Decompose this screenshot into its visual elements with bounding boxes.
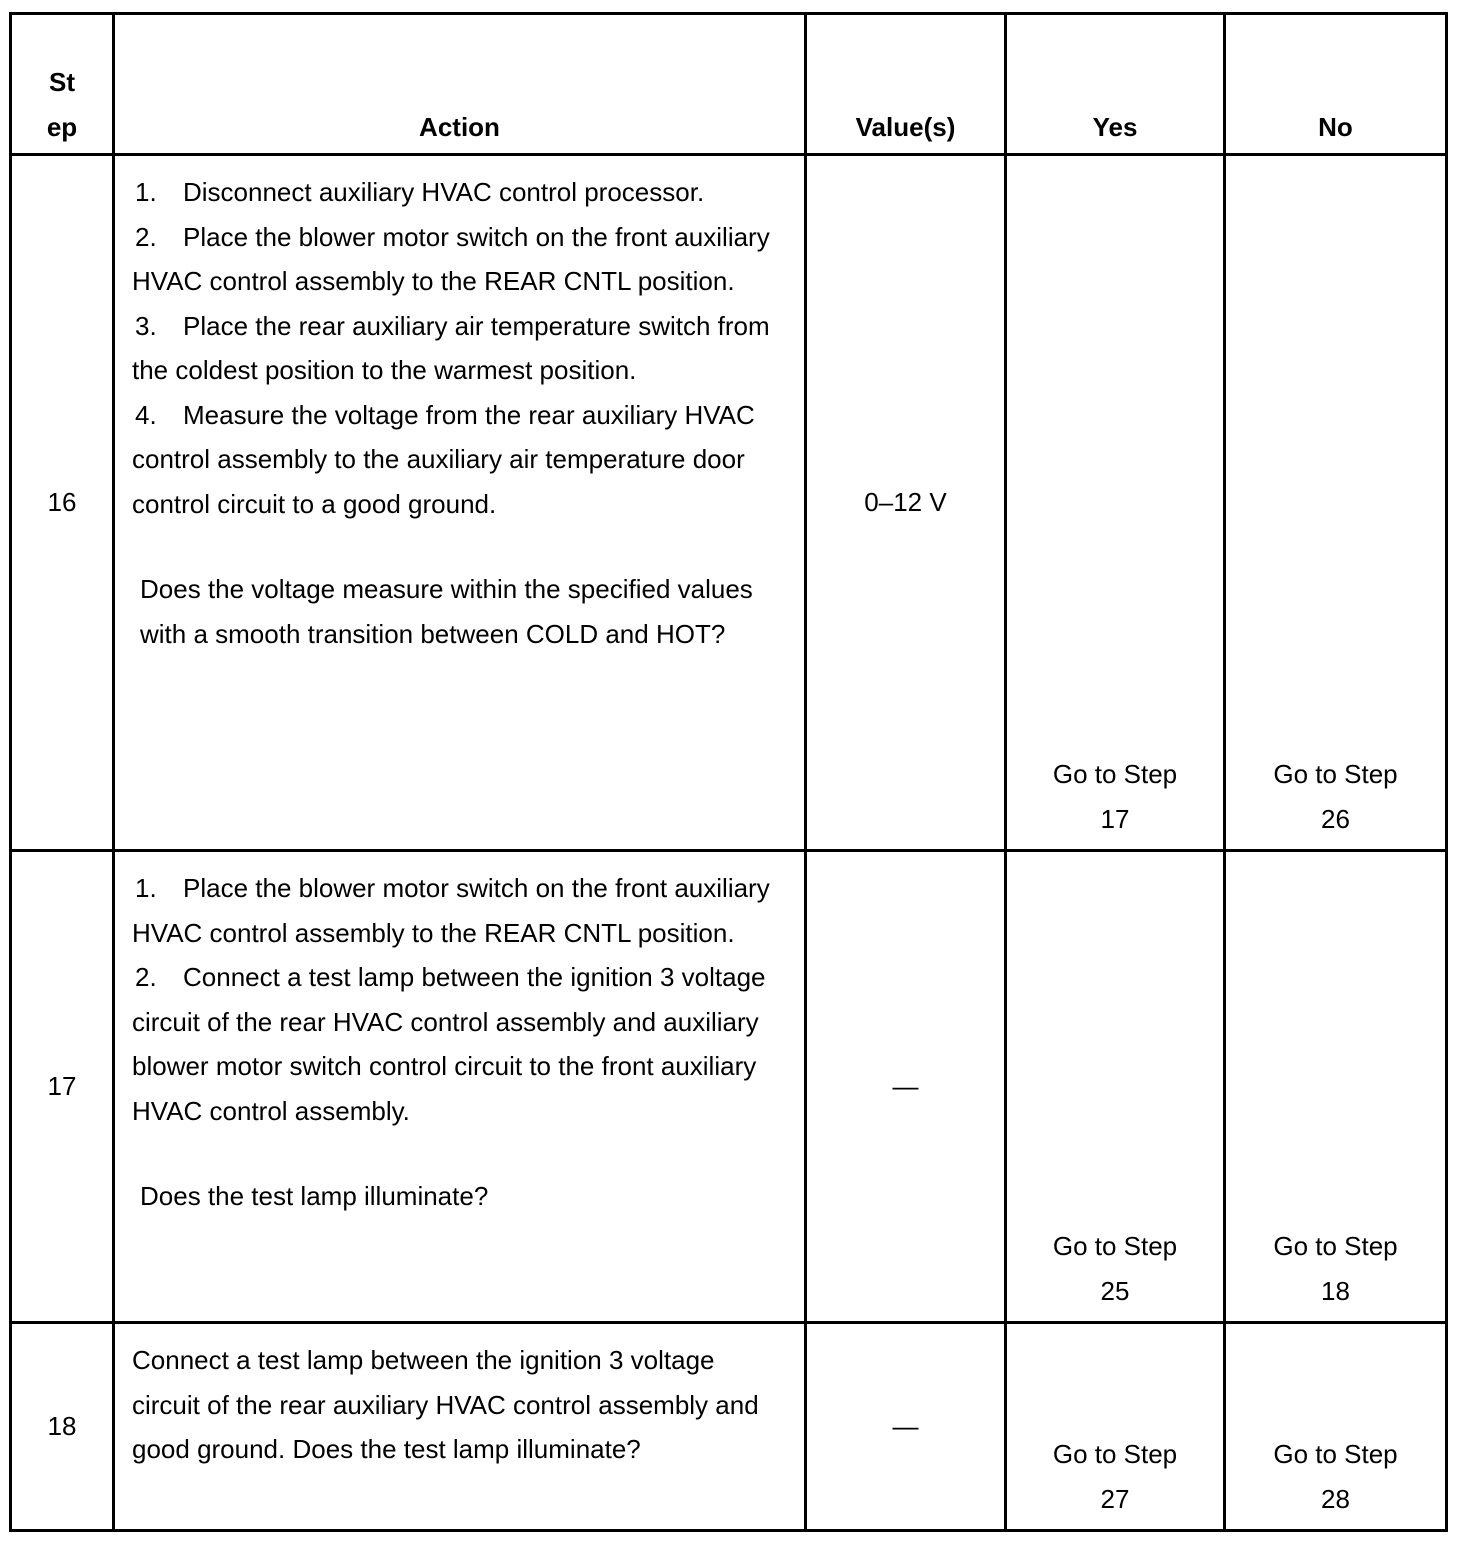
no-goto-label: Go to Step — [1273, 759, 1398, 789]
action-cell — [114, 851, 806, 1323]
action-step-number: 1. — [135, 177, 157, 207]
action-step — [132, 955, 784, 1133]
no-cell — [1225, 1323, 1447, 1531]
action-step — [132, 866, 784, 955]
yes-goto-label: Go to Step — [1052, 1439, 1178, 1469]
yes-cell — [1006, 851, 1225, 1323]
header-action: Action — [114, 14, 806, 155]
action-cell — [114, 1323, 806, 1531]
header-step — [11, 14, 114, 155]
header-row — [11, 14, 1447, 155]
action-step-number: 1. — [135, 873, 157, 903]
no-cell — [1225, 851, 1447, 1323]
action-step — [132, 304, 784, 393]
no-cell — [1225, 155, 1447, 851]
yes-goto-step: 17 — [1100, 803, 1130, 834]
action-step-number: 4. — [135, 399, 157, 430]
action-step-text: Connect a test lamp between the ignition 3 voltage circuit of the rear HVAC control assembly and auxiliary blower motor switch control circuit to the front auxiliary HVAC control assembly. — [132, 962, 766, 1126]
step-number: 18 — [11, 1323, 114, 1531]
action-step-text: Place the rear auxiliary air temperature switch from the coldest position to the warmest position. — [132, 310, 770, 385]
step-number: 16 — [11, 155, 114, 851]
spacer — [132, 526, 784, 567]
action-step — [132, 393, 784, 527]
value-cell: — — [806, 1323, 1006, 1531]
yes-goto-step: 27 — [1100, 1483, 1130, 1514]
action-cell — [114, 155, 806, 851]
yes-cell — [1006, 155, 1225, 851]
header-step-line2: ep — [46, 111, 78, 142]
action-step-number: 2. — [135, 962, 157, 992]
header-no: No — [1225, 14, 1447, 155]
value-cell: — — [806, 851, 1006, 1323]
spacer — [132, 1133, 784, 1174]
action-step — [132, 215, 784, 304]
action-question: Does the voltage measure within the specified values with a smooth transition between COLD and HOT? — [140, 574, 753, 649]
action-step-number: 3. — [135, 310, 157, 341]
action-text: Connect a test lamp between the ignition 3 voltage circuit of the rear auxiliary HVAC control assembly and good ground. Does the test lamp illuminate? — [132, 1345, 759, 1464]
header-yes: Yes — [1006, 14, 1225, 155]
no-goto-step: 26 — [1321, 803, 1350, 834]
table-row — [11, 155, 1447, 851]
yes-goto-step: 25 — [1100, 1275, 1130, 1306]
no-goto-label: Go to Step — [1273, 1439, 1398, 1469]
yes-goto-label: Go to Step — [1052, 759, 1178, 789]
header-step-line1: St — [49, 67, 75, 97]
no-goto-label: Go to Step — [1273, 1231, 1398, 1261]
no-goto-step: 18 — [1321, 1275, 1350, 1306]
value-cell: 0–12 V — [806, 155, 1006, 851]
table-row — [11, 1323, 1447, 1531]
action-step-number: 2. — [135, 221, 157, 252]
action-step — [132, 170, 784, 215]
yes-goto-label: Go to Step — [1052, 1231, 1178, 1261]
no-goto-step: 28 — [1321, 1483, 1350, 1514]
diagnostic-table — [9, 12, 1448, 1532]
table-row — [11, 851, 1447, 1323]
header-values: Value(s) — [806, 14, 1006, 155]
yes-cell — [1006, 1323, 1225, 1531]
action-step-text: Place the blower motor switch on the front auxiliary HVAC control assembly to the REAR CNTL position. — [132, 873, 770, 948]
action-step-text: Measure the voltage from the rear auxiliary HVAC control assembly to the auxiliary air temperature door control circuit to a good ground. — [132, 399, 755, 519]
step-number: 17 — [11, 851, 114, 1323]
action-question: Does the test lamp illuminate? — [140, 1181, 489, 1211]
action-step-text: Disconnect auxiliary HVAC control processor. — [183, 177, 705, 207]
action-step-text: Place the blower motor switch on the front auxiliary HVAC control assembly to the REAR CNTL position. — [132, 221, 770, 296]
